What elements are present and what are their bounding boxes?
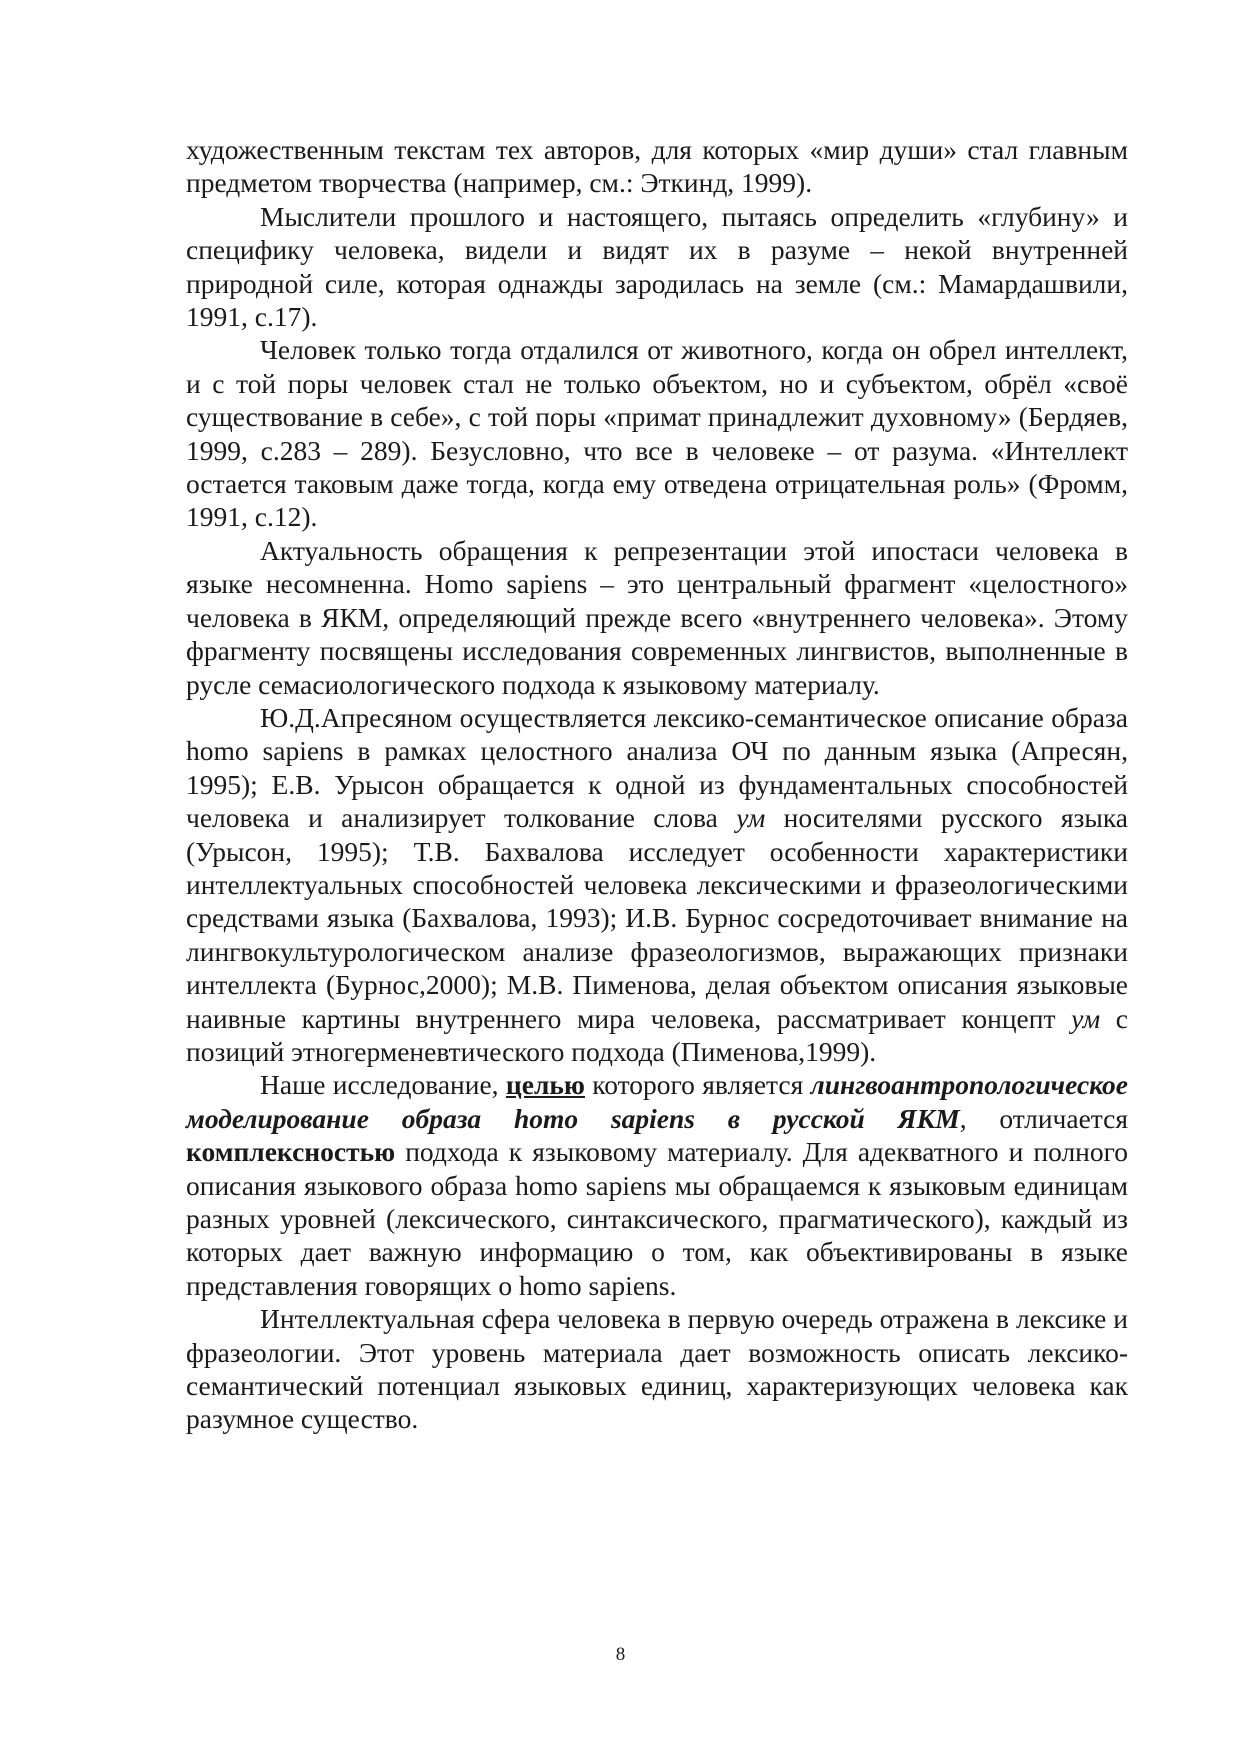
paragraph-2: Мыслители прошлого и настоящего, пытаясь определить «глубину» и специфику человека, видели и видят их в разуме – некой внутренней природной силе, которая однажды зародилась на земле (см.: Мамардашвили, 1991, с.17). [186, 200, 1128, 333]
paragraph-5-italic-term-1: ум [736, 802, 766, 834]
paragraph-3: Человек только тогда отдалился от животного, когда он обрел интеллект, и с той поры человек стал не только объектом, но и субъектом, обрёл «своё существование в себе», с той поры «примат принадлежит духовному» (Бердяев, 1999, с.283 – 289). Безусловно, что все в человеке – от разума. «Интеллект остается таковым даже тогда, когда ему отведена отрицательная роль» (Фромм, 1991, с.12). [186, 334, 1128, 533]
paragraph-6-text-3: , отличается [959, 1102, 1128, 1134]
paragraph-5-text-3: с позиций этногерменевтического подхода (Пименова,1999). [186, 1002, 1128, 1067]
document-body [186, 133, 1128, 1436]
paragraph-6-underlined-goal: целью [505, 1069, 585, 1101]
paragraph-5-text-1: Ю.Д.Апресяном осуществляется лексико-семантическое описание образа homo sapiens в рамках целостного анализа ОЧ по данным языка (Апресян, 1995); Е.В. Урысон обращается к одной из фундаментальных способностей человека и анализирует толкование слова [186, 701, 1128, 834]
paragraph-5 [186, 701, 1128, 1068]
paragraph-1: художественным текстам тех авторов, для которых «мир души» стал главным предметом творчества (например, см.: Эткинд, 1999). [186, 134, 1128, 199]
page-number: 8 [615, 1644, 626, 1665]
paragraph-6-text-2: которого является [584, 1069, 811, 1101]
paragraph-5-text-2: носителями русского языка (Урысон, 1995); Т.В. Бахвалова исследует особенности характеристики интеллектуальных способностей человека лексическими и фразеологическими средствами языка (Бахвалова, 1993); И.В. Бурнос сосредоточивает внимание на лингвокультурологическом анализе фразеологизмов, выражающих признаки интеллекта (Бурнос,2000); М.В. Пименова, делая объектом описания языковые наивные картины внутреннего мира человека, рассматривает концепт [186, 802, 1128, 1034]
paragraph-6-bold-italic-goal: лингвоантропологическое моделирование образа homo sapiens в русской ЯКМ [186, 1069, 1128, 1134]
paragraph-6-text-4: подхода к языковому материалу. Для адекватного и полного описания языкового образа homo sapiens мы обращаемся к языковым единицам разных уровней (лексического, синтаксического, прагматического), каждый из которых дает важную информацию о том, как объективированы в языке представления говорящих о homo sapiens. [186, 1136, 1128, 1301]
paragraph-4: Актуальность обращения к репрезентации этой ипостаси человека в языке несомненна. Homo sapiens – это центральный фрагмент «целостного» человека в ЯКМ, определяющий прежде всего «внутреннего человека». Этому фрагменту посвящены исследования современных лингвистов, выполненные в русле семасиологического подхода к языковому материалу. [186, 534, 1128, 700]
paragraph-6 [186, 1068, 1128, 1302]
paragraph-6-bold-term: комплексностью [186, 1136, 396, 1168]
paragraph-7: Интеллектуальная сфера человека в первую очередь отражена в лексике и фразеологии. Этот уровень материала дает возможность описать лексико-семантический потенциал языковых единиц, характеризующих человека как разумное существо. [186, 1303, 1128, 1435]
paragraph-6-text-1: Наше исследование, [260, 1069, 506, 1101]
paragraph-5-italic-term-2: ум [1071, 1002, 1101, 1034]
